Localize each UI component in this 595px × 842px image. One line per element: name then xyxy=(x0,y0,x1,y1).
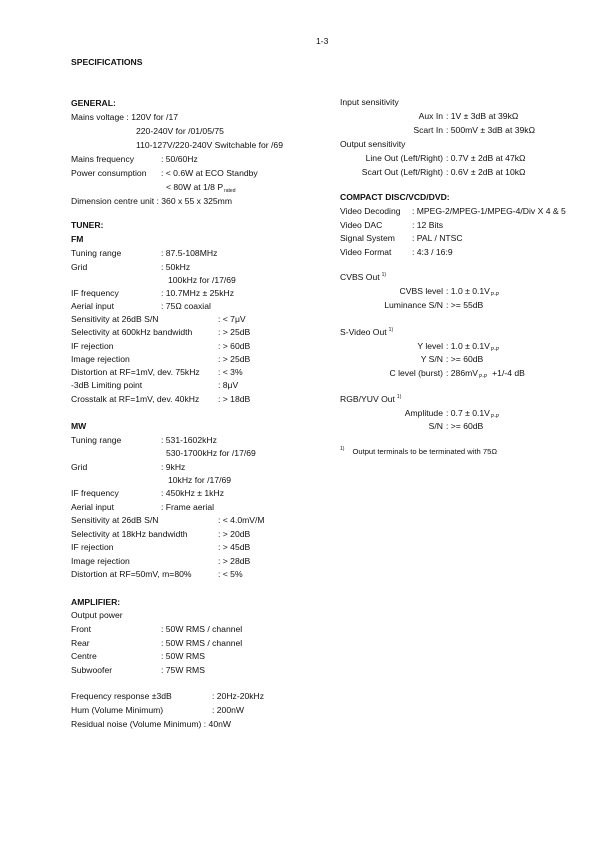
y-sn-value: : >= 60dB xyxy=(446,354,484,364)
input-sensitivity-heading: Input sensitivity xyxy=(340,97,399,107)
dimension: Dimension centre unit : 360 x 55 x 325mm xyxy=(71,196,232,206)
cvbs-level-label: CVBS level xyxy=(399,286,443,296)
mw-row-value: 10kHz for /17/69 xyxy=(168,475,232,485)
mw-row-label: Aerial input xyxy=(71,502,114,512)
mains-voltage: Mains voltage : 120V for /17 xyxy=(71,112,179,122)
line-out-label: Line Out (Left/Right) xyxy=(365,153,443,163)
frequency-response-value: : 20Hz-20kHz xyxy=(212,691,265,701)
luminance-sn-label: Luminance S/N xyxy=(384,300,443,310)
amp-row-label: Front xyxy=(71,624,92,634)
mw-row-value: : < 5% xyxy=(218,569,243,579)
mw-row-value: 530-1700kHz for /17/69 xyxy=(166,448,256,458)
output-sensitivity-heading: Output sensitivity xyxy=(340,139,406,149)
fm-row-label: Tuning range xyxy=(71,248,122,258)
cd-row-label: Video Format xyxy=(340,247,392,257)
frequency-response-label: Frequency response ±3dB xyxy=(71,691,172,701)
scart-in-label: Scart In xyxy=(413,125,443,135)
cd-heading: COMPACT DISC/VCD/DVD: xyxy=(340,192,450,202)
amp-row-label: Rear xyxy=(71,638,90,648)
cd-row-value: : MPEG-2/MPEG-1/MPEG-4/Div X 4 & 5 xyxy=(412,206,566,216)
cvbs-level-value: : $1.0 \pm 0.1V_{P-P}$ xyxy=(446,286,500,298)
fm-row-value: : > 18dB xyxy=(218,394,251,404)
hum-value: : 200nW xyxy=(212,705,245,715)
amp-row-value: : 75W RMS xyxy=(161,665,205,675)
fm-row-value: : < 7μV xyxy=(218,314,246,324)
fm-row-value: : < 3% xyxy=(218,367,243,377)
amp-row-value: : 50W RMS xyxy=(161,651,205,661)
cd-row-value: : 4:3 / 16:9 xyxy=(412,247,453,257)
mw-row-value: : > 45dB xyxy=(218,542,251,552)
fm-row-label: Crosstalk at RF=1mV, dev. 40kHz xyxy=(71,394,200,404)
general-heading: GENERAL: xyxy=(71,98,116,108)
fm-row-value: : > 25dB xyxy=(218,354,251,364)
c-level-label: C level (burst) xyxy=(389,368,443,378)
mw-row-label: Selectivity at 18kHz bandwidth xyxy=(71,529,188,539)
mw-row-value: : < 4.0mV/M xyxy=(218,515,265,525)
luminance-sn-value: : >= 55dB xyxy=(446,300,484,310)
mw-row-value: : > 20dB xyxy=(218,529,251,539)
amp-row-label: Centre xyxy=(71,651,97,661)
fm-row-label: -3dB Limiting point xyxy=(71,380,143,390)
fm-row-value: : > 25dB xyxy=(218,327,251,337)
fm-row-label: Selectivity at 600kHz bandwidth xyxy=(71,327,193,337)
fm-row-label: IF frequency xyxy=(71,288,119,298)
fm-row-value: : > 60dB xyxy=(218,341,251,351)
line-out-value: : 0.7V ± 2dB at 47kΩ xyxy=(446,153,526,163)
tuner-heading: TUNER: xyxy=(71,220,104,230)
fm-row-label: Sensitivity at 26dB S/N xyxy=(71,314,159,324)
mains-frequency-value: : 50/60Hz xyxy=(161,154,198,164)
cd-row-value: : 12 Bits xyxy=(412,220,444,230)
amp-row-value: : 50W RMS / channel xyxy=(161,638,243,648)
power-consumption-value: : < 0.6W at ECO Standby xyxy=(161,168,258,178)
cd-row-value: : PAL / NTSC xyxy=(412,233,463,243)
amplitude-label: Amplitude xyxy=(404,408,443,418)
scart-in-value: : 500mV ± 3dB at 39kΩ xyxy=(446,125,536,135)
fm-row-label: Image rejection xyxy=(71,354,130,364)
fm-row-value: : 8μV xyxy=(218,380,239,390)
mw-row-label: Sensitivity at 26dB S/N xyxy=(71,515,159,525)
output-power-label: Output power xyxy=(71,610,123,620)
fm-row-label: Distortion at RF=1mV, dev. 75kHz xyxy=(71,367,200,377)
amplitude-value: : $0.7 \pm 0.1V_{P-P}$ xyxy=(446,408,500,420)
fm-row-label: IF rejection xyxy=(71,341,114,351)
mw-row-value: : 9kHz xyxy=(161,462,186,472)
fm-row-value: : 87.5-108MHz xyxy=(161,248,218,258)
hum-label: Hum (Volume Minimum) xyxy=(71,705,164,715)
power-consumption-value-2: < 80W at 1/8 $P_{rated}$ xyxy=(166,182,236,194)
page-number: 1-3 xyxy=(316,36,329,46)
aux-in-value: : 1V ± 3dB at 39kΩ xyxy=(446,111,519,121)
rgb-sn-label: S/N xyxy=(428,421,443,431)
scart-out-label: Scart Out (Left/Right) xyxy=(361,167,443,177)
residual-noise: Residual noise (Volume Minimum) : 40nW xyxy=(71,719,231,729)
mw-row-label: Image rejection xyxy=(71,556,130,566)
aux-in-label: Aux In xyxy=(418,111,443,121)
fm-row-value: : 10.7MHz ± 25kHz xyxy=(161,288,235,298)
cd-row-label: Video DAC xyxy=(340,220,383,230)
fm-row-value: 100kHz for /17/69 xyxy=(168,275,236,285)
cvbs-heading: CVBS Out $^{1)}$ xyxy=(340,272,387,282)
fm-row-value: : 75Ω coaxial xyxy=(161,301,211,311)
y-level-label: Y level xyxy=(417,341,443,351)
fm-heading: FM xyxy=(71,234,84,244)
scart-out-value: : 0.6V ± 2dB at 10kΩ xyxy=(446,167,526,177)
cd-row-label: Signal System xyxy=(340,233,395,243)
cd-row-label: Video Decoding xyxy=(340,206,401,216)
amp-row-label: Subwoofer xyxy=(71,665,113,675)
mw-row-label: IF frequency xyxy=(71,488,119,498)
amplifier-heading: AMPLIFIER: xyxy=(71,597,121,607)
mw-row-label: Tuning range xyxy=(71,435,122,445)
footnote: $^{1)}$ Output terminals to be terminated with 75Ω xyxy=(340,446,497,456)
fm-row-label: Aerial input xyxy=(71,301,114,311)
mains-frequency-label: Mains frequency xyxy=(71,154,135,164)
amp-row-value: : 50W RMS / channel xyxy=(161,624,243,634)
svideo-heading: S-Video Out $^{1)}$ xyxy=(340,327,394,337)
fm-row-value: : 50kHz xyxy=(161,262,191,272)
mw-row-value: : Frame aerial xyxy=(161,502,215,512)
mw-row-value: : 531-1602kHz xyxy=(161,435,217,445)
power-consumption-label: Power consumption xyxy=(71,168,147,178)
y-level-value: : $1.0 \pm 0.1V_{P-P}$ xyxy=(446,341,500,353)
fm-row-label: Grid xyxy=(71,262,88,272)
mw-row-value: : > 28dB xyxy=(218,556,251,566)
mw-heading: MW xyxy=(71,421,87,431)
c-level-value: : $286mV_{P-P} +1/-4$ dB xyxy=(446,368,525,380)
mw-row-value: : 450kHz ± 1kHz xyxy=(161,488,224,498)
mw-row-label: IF rejection xyxy=(71,542,114,552)
y-sn-label: Y S/N xyxy=(420,354,443,364)
mw-row-label: Distortion at RF=50mV, m=80% xyxy=(71,569,192,579)
mains-voltage-line-2: 220-240V for /01/05/75 xyxy=(136,126,224,136)
mw-row-label: Grid xyxy=(71,462,88,472)
page-title: SPECIFICATIONS xyxy=(71,57,143,67)
rgb-heading: RGB/YUV Out $^{1)}$ xyxy=(340,394,402,404)
mains-voltage-line-3: 110-127V/220-240V Switchable for /69 xyxy=(136,140,283,150)
rgb-sn-value: : >= 60dB xyxy=(446,421,484,431)
